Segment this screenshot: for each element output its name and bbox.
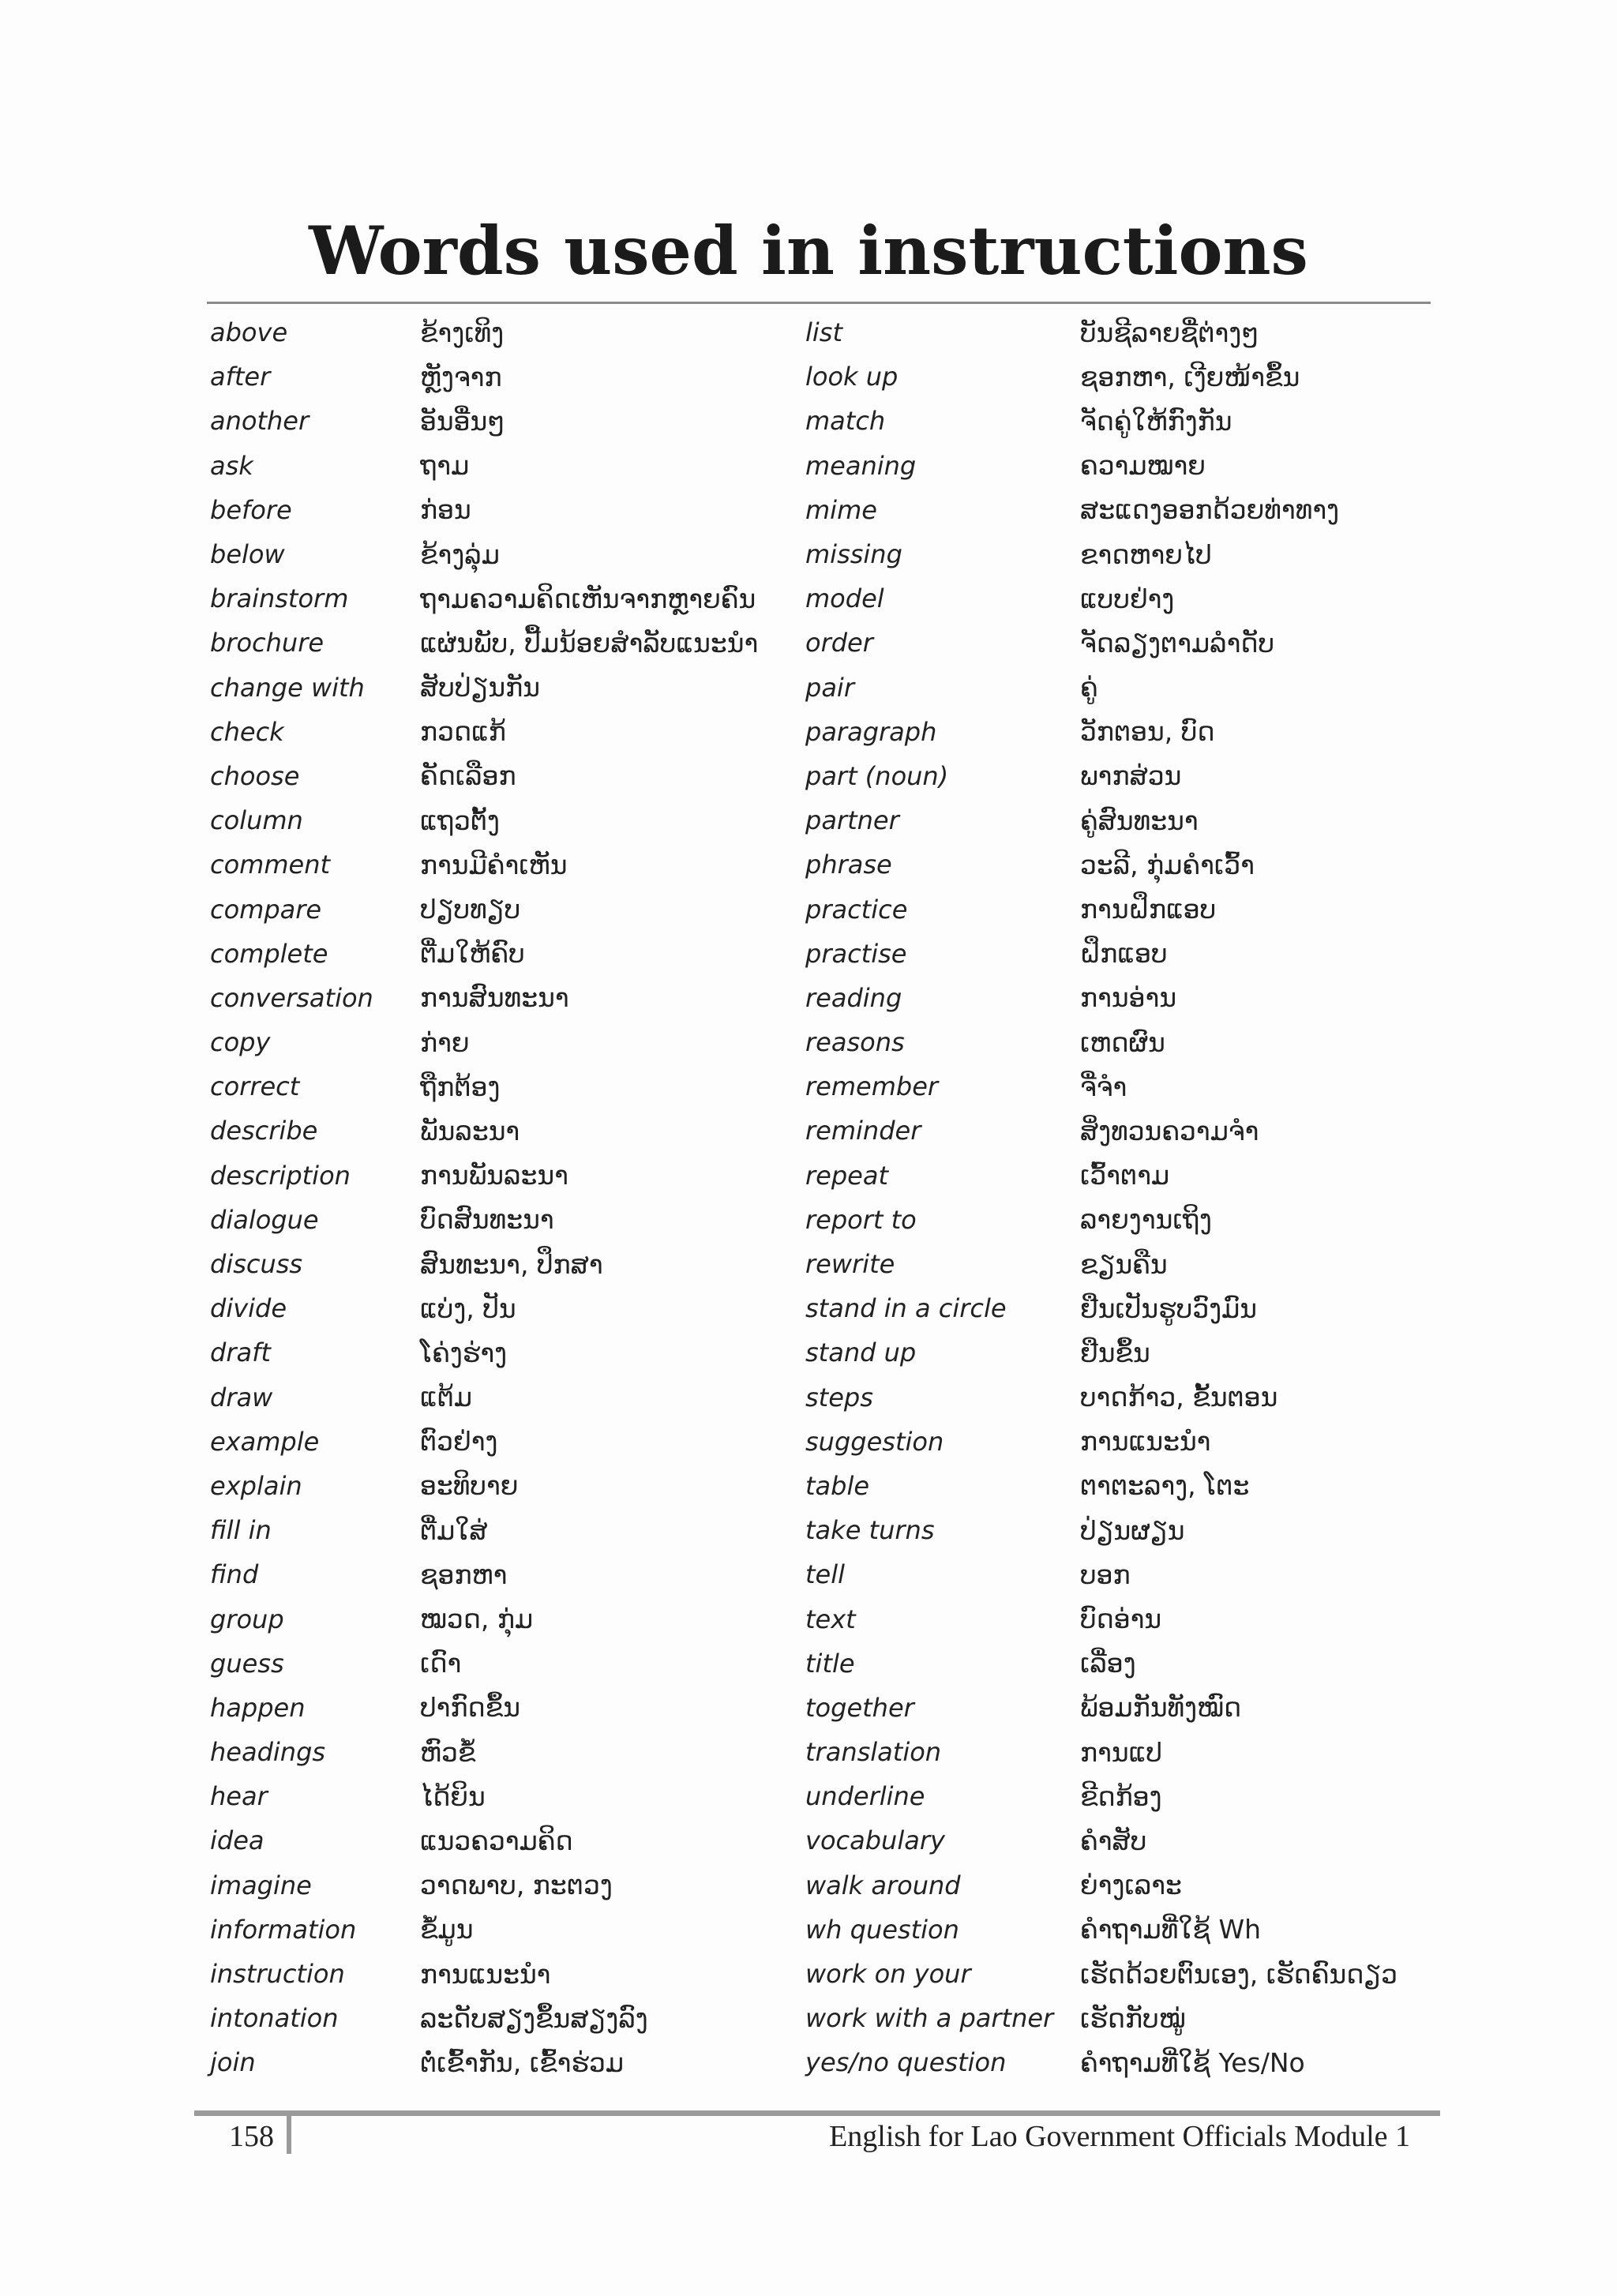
lao-translation: ຊອກຫາ <box>420 1559 508 1590</box>
lao-translation: ແຜ່ນພັບ, ປື້ມນ້ອຍສຳລັບແນະນຳ <box>420 627 759 658</box>
english-term: reading <box>805 982 902 1013</box>
english-term: pair <box>805 672 854 703</box>
english-term: above <box>210 317 288 348</box>
english-term: choose <box>210 760 300 791</box>
english-term: dialogue <box>210 1204 319 1235</box>
lao-translation: ຄຳຖາມທີ່ໃຊ້ Yes/No <box>1080 2047 1305 2078</box>
lao-translation: ຄວາມໝາຍ <box>1080 450 1206 482</box>
lao-translation: ອັນອື່ນໆ <box>420 405 505 437</box>
english-term: before <box>210 494 292 525</box>
lao-translation: ການຝຶກແອບ <box>1080 894 1217 925</box>
lao-translation: ຂໍ້ມູນ <box>420 1914 474 1945</box>
lao-translation: ສັບປ່ຽນກັນ <box>420 672 540 703</box>
lao-translation: ບົດອ່ານ <box>1080 1604 1162 1635</box>
lao-translation: ອະທິບາຍ <box>420 1470 519 1502</box>
title-divider <box>207 302 1431 304</box>
english-term: guess <box>210 1648 284 1679</box>
lao-translation: ຖືກຕ້ອງ <box>420 1071 501 1102</box>
lao-translation: ກ່າຍ <box>420 1026 470 1058</box>
lao-translation: ການອ່ານ <box>1080 982 1177 1014</box>
english-term: suggestion <box>805 1426 944 1457</box>
lao-translation: ແນວຄວາມຄິດ <box>420 1825 573 1856</box>
lao-translation: ຍ່າງເລາະ <box>1080 1870 1182 1901</box>
english-term: copy <box>210 1027 271 1058</box>
english-term: steps <box>805 1382 873 1412</box>
english-term: find <box>210 1559 259 1590</box>
lao-translation: ບັນຊີລາຍຊື່ຕ່າງໆ <box>1080 317 1259 348</box>
lao-translation: ຕາຕະລາງ, ໂຕະ <box>1080 1470 1250 1502</box>
english-term: mime <box>805 494 877 525</box>
english-term: below <box>210 539 285 570</box>
lao-translation: ການແນະນຳ <box>420 1958 551 1990</box>
english-term: partner <box>805 805 899 836</box>
english-term: explain <box>210 1470 302 1501</box>
lao-translation: ຄູ່ສົນທະນາ <box>1080 805 1199 836</box>
english-term: paragraph <box>805 716 937 747</box>
english-term: stand in a circle <box>805 1293 1007 1324</box>
lao-translation: ເລື່ອງ <box>1080 1648 1136 1679</box>
english-term: information <box>210 1914 357 1945</box>
lao-translation: ໝວດ, ກຸ່ມ <box>420 1604 534 1635</box>
lao-translation: ຕໍ່ເຂົ້າກັນ, ເຂົ້າຮ່ວມ <box>420 2047 625 2078</box>
english-term: headings <box>210 1737 326 1768</box>
lao-translation: ລະດັບສຽງຂຶ້ນສຽງລົງ <box>420 2002 648 2034</box>
english-term: brochure <box>210 628 325 658</box>
english-term: complete <box>210 938 328 969</box>
english-term: conversation <box>210 982 373 1013</box>
page-number: 158 <box>229 2120 274 2153</box>
english-term: meaning <box>805 450 917 481</box>
lao-translation: ຢືນຂຶ້ນ <box>1080 1337 1150 1368</box>
english-term: list <box>805 317 842 348</box>
lao-translation: ຈັດລຽງຕາມລຳດັບ <box>1080 627 1275 658</box>
english-term: draft <box>210 1337 271 1368</box>
page-title: Words used in instructions <box>309 212 1308 290</box>
lao-translation: ບົດສົນທະນາ <box>420 1204 554 1236</box>
english-term: brainstorm <box>210 583 349 614</box>
lao-translation: ຂ້າງເທິງ <box>420 317 505 348</box>
lao-translation: ກ່ອນ <box>420 494 471 526</box>
english-term: title <box>805 1648 855 1679</box>
lao-translation: ຂາດຫາຍໄປ <box>1080 538 1212 570</box>
english-term: report to <box>805 1204 917 1235</box>
english-term: together <box>805 1692 914 1723</box>
english-term: order <box>805 628 873 658</box>
footer-divider <box>194 2110 1440 2116</box>
english-term: imagine <box>210 1870 312 1900</box>
lao-translation: ຄູ່ <box>1080 672 1098 703</box>
right-lao-column <box>1080 310 1491 2085</box>
english-term: work on your <box>805 1959 971 1990</box>
english-term: instruction <box>210 1959 345 1990</box>
lao-translation: ພັນລະນາ <box>420 1115 520 1146</box>
english-term: walk around <box>805 1870 961 1900</box>
english-term: group <box>210 1604 284 1634</box>
english-term: vocabulary <box>805 1825 945 1856</box>
lao-translation: ສະແດງອອກດ້ວຍທ່າທາງ <box>1080 494 1340 526</box>
lao-translation: ບາດກ້າວ, ຂັ້ນຕອນ <box>1080 1382 1278 1413</box>
lao-translation: ເຫດຜົນ <box>1080 1026 1165 1058</box>
english-term: correct <box>210 1071 300 1102</box>
english-term: work with a partner <box>805 2003 1054 2034</box>
english-term: practise <box>805 938 907 969</box>
lao-translation: ການແນະນຳ <box>1080 1426 1211 1458</box>
lao-translation: ແບບຢ່າງ <box>1080 583 1175 614</box>
lao-translation: ຄຳສັບ <box>1080 1825 1147 1856</box>
english-term: hear <box>210 1781 268 1812</box>
english-term: draw <box>210 1382 273 1412</box>
lao-translation: ຂີດກ້ອງ <box>1080 1780 1162 1812</box>
lao-translation: ເຮັດດ້ວຍຕົນເອງ, ເຮັດຄົນດຽວ <box>1080 1958 1398 1990</box>
english-term: wh question <box>805 1914 959 1945</box>
lao-translation: ວັກຕອນ, ບົດ <box>1080 716 1215 748</box>
english-term: divide <box>210 1293 287 1324</box>
english-term: remember <box>805 1071 939 1102</box>
english-term: table <box>805 1470 870 1501</box>
lao-translation: ວາດພາບ, ກະຕວງ <box>420 1870 613 1901</box>
lao-translation: ປາກົດຂຶ້ນ <box>420 1692 520 1724</box>
lao-translation: ແຕ້ມ <box>420 1382 473 1413</box>
lao-translation: ວະລີ, ກຸ່ມຄຳເວົ້າ <box>1080 849 1255 880</box>
lao-translation: ກວດແກ້ <box>420 716 506 748</box>
lao-translation: ຕື່ມໃຫ້ຄົບ <box>420 938 525 970</box>
lao-translation: ຫຼັງຈາກ <box>420 361 502 392</box>
lao-translation: ການພັນລະນາ <box>420 1160 568 1191</box>
lao-translation: ຝຶກແອບ <box>1080 938 1168 970</box>
left-english-column <box>210 310 407 2085</box>
lao-translation: ປຽບທຽບ <box>420 894 521 925</box>
lao-translation: ພ້ອມກັນທັງໝົດ <box>1080 1692 1242 1724</box>
english-term: underline <box>805 1781 925 1812</box>
english-term: column <box>210 805 303 836</box>
lao-translation: ສົນທະນາ, ປຶກສາ <box>420 1248 603 1280</box>
lao-translation: ແຖວຕັ້ງ <box>420 805 500 836</box>
english-term: translation <box>805 1737 942 1768</box>
english-term: repeat <box>805 1160 888 1191</box>
footer-separator <box>287 2116 291 2154</box>
english-term: description <box>210 1160 351 1191</box>
english-term: missing <box>805 539 902 570</box>
english-term: match <box>805 406 886 437</box>
english-term: fill in <box>210 1515 272 1546</box>
lao-translation: ສິ່ງທວນຄວາມຈຳ <box>1080 1115 1259 1146</box>
lao-translation: ຕົວຢ່າງ <box>420 1426 498 1458</box>
english-term: reasons <box>805 1027 905 1058</box>
lao-translation: ຂຽນຄືນ <box>1080 1248 1168 1280</box>
english-term: stand up <box>805 1337 917 1368</box>
english-term: comment <box>210 850 331 880</box>
english-term: rewrite <box>805 1249 895 1280</box>
lao-translation: ການສົນທະນາ <box>420 982 569 1014</box>
english-term: intonation <box>210 2003 339 2034</box>
lao-translation: ຄຳຖາມທີ່ໃຊ້ Wh <box>1080 1914 1262 1945</box>
english-term: idea <box>210 1825 264 1856</box>
lao-translation: ການມີຄຳເຫັນ <box>420 849 568 880</box>
lao-translation: ແບ່ງ, ປັນ <box>420 1292 516 1324</box>
english-term: describe <box>210 1116 318 1146</box>
lao-translation: ຫົວຂໍ້ <box>420 1736 476 1768</box>
lao-translation: ຂ້າງລຸ່ມ <box>420 538 500 570</box>
english-term: discuss <box>210 1249 303 1280</box>
english-term: after <box>210 362 271 392</box>
english-term: check <box>210 716 284 747</box>
lao-translation: ໄດ້ຍິນ <box>420 1780 486 1812</box>
english-term: happen <box>210 1692 306 1723</box>
english-term: practice <box>805 894 908 925</box>
lao-translation: ຢືນເປັນຮູບວົງມົນ <box>1080 1292 1258 1324</box>
left-lao-column <box>420 310 783 2085</box>
lao-translation: ຈັດຄູ່ໃຫ້ກົງກັນ <box>1080 405 1232 437</box>
lao-translation: ໂຄ່ງຮ່າງ <box>420 1337 508 1368</box>
lao-translation: ຕື່ມໃສ່ <box>420 1514 488 1546</box>
english-term: change with <box>210 672 365 703</box>
english-term: part (noun) <box>805 760 949 791</box>
english-term: take turns <box>805 1515 935 1546</box>
lao-translation: ການແປ <box>1080 1736 1162 1768</box>
footer-title: English for Lao Government Officials Module 1 <box>829 2120 1410 2153</box>
english-term: tell <box>805 1559 846 1590</box>
english-term: text <box>805 1604 856 1634</box>
english-term: yes/no question <box>805 2047 1007 2078</box>
lao-translation: ຈື່ຈຳ <box>1080 1071 1127 1102</box>
lao-translation: ຄັດເລືອກ <box>420 760 516 792</box>
english-term: compare <box>210 894 322 925</box>
lao-translation: ພາກສ່ວນ <box>1080 760 1182 792</box>
english-term: join <box>210 2047 256 2078</box>
english-term: another <box>210 406 310 437</box>
lao-translation: ປ່ຽນຜຽນ <box>1080 1514 1185 1546</box>
english-term: reminder <box>805 1116 921 1146</box>
lao-translation: ລາຍງານເຖິງ <box>1080 1204 1212 1236</box>
lao-translation: ບອກ <box>1080 1559 1131 1590</box>
lao-translation: ຊອກຫາ, ເງີຍໜ້າຂຶ້ນ <box>1080 361 1300 392</box>
lao-translation: ເວົ້າຕາມ <box>1080 1160 1170 1191</box>
lao-translation: ຖາມຄວາມຄິດເຫັນຈາກຫຼາຍຄົນ <box>420 583 756 614</box>
english-term: example <box>210 1426 320 1457</box>
lao-translation: ເຮັດກັບໝູ່ <box>1080 2002 1186 2034</box>
lao-translation: ເດົາ <box>420 1648 462 1679</box>
english-term: ask <box>210 450 253 481</box>
english-term: look up <box>805 362 899 392</box>
english-term: phrase <box>805 850 892 880</box>
right-english-column <box>805 310 1066 2085</box>
english-term: model <box>805 583 884 614</box>
lao-translation: ຖາມ <box>420 450 470 482</box>
